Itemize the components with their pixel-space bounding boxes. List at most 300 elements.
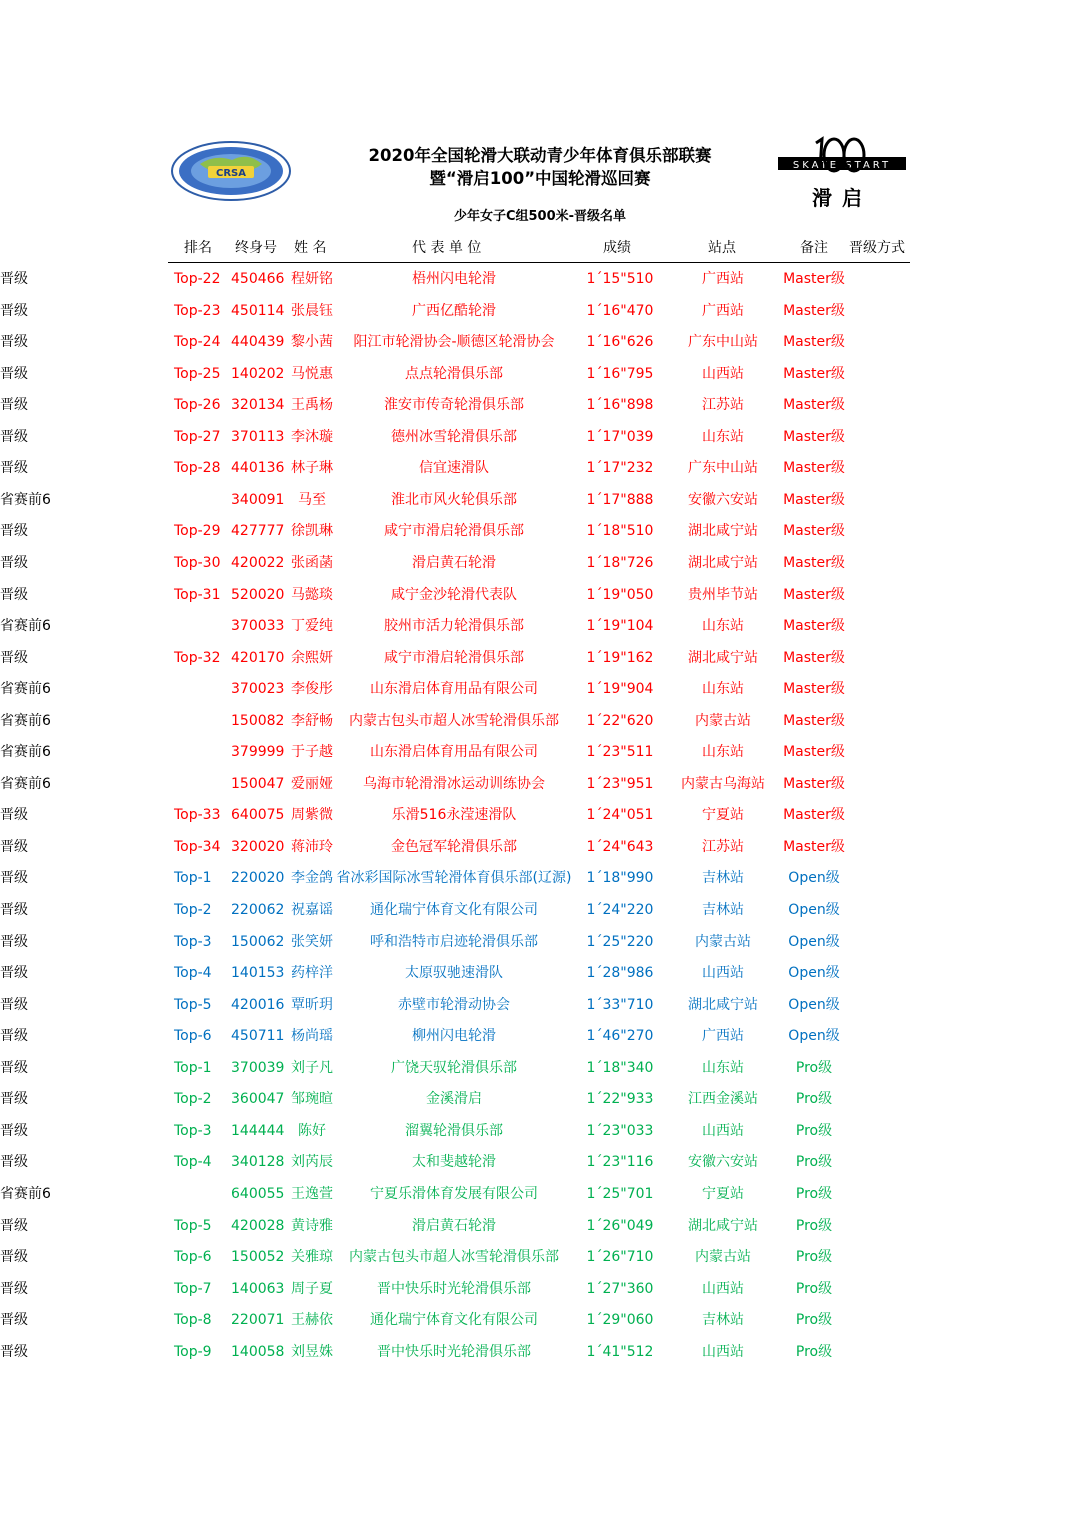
cell-level: Master级 bbox=[783, 428, 845, 445]
cell-advance: 晋级 bbox=[0, 334, 28, 351]
cell-name: 李沐璇 bbox=[291, 428, 333, 445]
cell-score: 1΄23"033 bbox=[586, 1122, 654, 1139]
cell-site: 山东站 bbox=[702, 1059, 744, 1076]
cell-team: 阳江市轮滑协会-顺德区轮滑协会 bbox=[353, 334, 555, 351]
cell-site: 山西站 bbox=[702, 965, 744, 982]
table-row bbox=[0, 1211, 1080, 1243]
cell-name: 李俊彤 bbox=[291, 681, 333, 698]
cell-team: 赤壁市轮滑动协会 bbox=[398, 996, 510, 1013]
cell-name: 程妍铭 bbox=[291, 271, 333, 287]
cell-id: 379999 bbox=[231, 744, 285, 761]
cell-id: 440439 bbox=[231, 334, 285, 351]
cell-level: Pro级 bbox=[795, 1122, 833, 1139]
cell-level: Pro级 bbox=[795, 1249, 833, 1266]
cell-id: 220071 bbox=[231, 1312, 285, 1329]
cell-id: 150052 bbox=[231, 1249, 285, 1266]
cell-team: 滑启黄石轮滑 bbox=[412, 1217, 496, 1234]
cell-level: Master级 bbox=[783, 744, 845, 761]
cell-site: 广东中山站 bbox=[688, 334, 758, 351]
cell-site: 江苏站 bbox=[702, 838, 744, 855]
cell-score: 1΄19"050 bbox=[586, 586, 654, 603]
cell-name: 李舒畅 bbox=[291, 712, 333, 729]
cell-id: 520020 bbox=[231, 586, 285, 603]
table-row bbox=[0, 958, 1080, 990]
cell-advance: 晋级 bbox=[0, 1217, 28, 1234]
cell-id: 140202 bbox=[231, 365, 285, 382]
cell-id: 150062 bbox=[231, 933, 285, 950]
cell-team: 呼和浩特市启迹轮滑俱乐部 bbox=[370, 933, 538, 950]
cell-site: 山西站 bbox=[702, 1122, 744, 1139]
table-row bbox=[0, 296, 1080, 328]
cell-site: 内蒙古乌海站 bbox=[681, 775, 765, 792]
header-name: 姓 名 bbox=[294, 240, 327, 256]
table-row bbox=[0, 359, 1080, 391]
header-advance: 晋级方式 bbox=[849, 240, 905, 256]
cell-level: Pro级 bbox=[795, 1091, 833, 1108]
cell-team: 梧州闪电轮滑 bbox=[412, 271, 496, 287]
cell-advance: 省赛前6 bbox=[0, 491, 51, 508]
cell-name: 刘子凡 bbox=[291, 1059, 333, 1076]
cell-site: 广西站 bbox=[702, 1028, 744, 1045]
cell-score: 1΄26"049 bbox=[586, 1217, 654, 1234]
skate-start-logo bbox=[776, 135, 908, 211]
cell-score: 1΄19"162 bbox=[586, 649, 654, 666]
cell-score: 1΄23"951 bbox=[586, 775, 654, 792]
cell-id: 140058 bbox=[231, 1343, 285, 1360]
cell-advance: 省赛前6 bbox=[0, 1185, 51, 1202]
cell-advance: 晋级 bbox=[0, 1280, 28, 1297]
cell-rank: Top-1 bbox=[174, 1059, 212, 1076]
cell-name: 覃昕玥 bbox=[291, 996, 333, 1013]
cell-team: 柳州闪电轮滑 bbox=[412, 1028, 496, 1045]
header-team: 代 表 单 位 bbox=[412, 240, 482, 256]
cell-rank: Top-4 bbox=[174, 1154, 212, 1171]
cell-id: 150082 bbox=[231, 712, 285, 729]
cell-level: Master级 bbox=[783, 618, 845, 635]
table-row bbox=[0, 1305, 1080, 1337]
cell-advance: 晋级 bbox=[0, 1028, 28, 1045]
cell-site: 宁夏站 bbox=[702, 807, 744, 824]
cell-site: 山西站 bbox=[702, 1280, 744, 1297]
cell-rank: Top-4 bbox=[174, 965, 212, 982]
cell-score: 1΄46"270 bbox=[586, 1028, 654, 1045]
cell-level: Master级 bbox=[783, 491, 845, 508]
table-row bbox=[0, 453, 1080, 485]
cell-level: Master级 bbox=[783, 554, 845, 571]
cell-rank: Top-5 bbox=[174, 996, 212, 1013]
cell-score: 1΄25"220 bbox=[586, 933, 654, 950]
cell-id: 150047 bbox=[231, 775, 285, 792]
cell-advance: 晋级 bbox=[0, 1091, 28, 1108]
cell-id: 420028 bbox=[231, 1217, 285, 1234]
cell-score: 1΄18"726 bbox=[586, 554, 654, 571]
table-row bbox=[0, 990, 1080, 1022]
cell-site: 安徽六安站 bbox=[688, 1154, 758, 1171]
cell-name: 爱丽娅 bbox=[291, 775, 333, 792]
cell-name: 药梓洋 bbox=[291, 965, 333, 982]
cell-site: 安徽六安站 bbox=[688, 491, 758, 508]
table-row bbox=[0, 674, 1080, 706]
svg-text:SKATE START: SKATE START bbox=[792, 160, 892, 171]
cell-site: 江西金溪站 bbox=[688, 1091, 758, 1108]
cell-rank: Top-30 bbox=[174, 554, 221, 571]
cell-advance: 晋级 bbox=[0, 271, 28, 287]
cell-rank: Top-6 bbox=[174, 1249, 212, 1266]
cell-level: Open级 bbox=[788, 965, 840, 982]
table-row bbox=[0, 895, 1080, 927]
cell-rank: Top-27 bbox=[174, 428, 221, 445]
cell-advance: 晋级 bbox=[0, 1312, 28, 1329]
cell-advance: 省赛前6 bbox=[0, 712, 51, 729]
table-row bbox=[0, 927, 1080, 959]
cell-site: 湖北咸宁站 bbox=[688, 996, 758, 1013]
table-row bbox=[0, 1084, 1080, 1116]
cell-site: 湖北咸宁站 bbox=[688, 554, 758, 571]
header-level: 备注 bbox=[800, 240, 828, 256]
table-row bbox=[0, 769, 1080, 801]
cell-level: Master级 bbox=[783, 775, 845, 792]
cell-score: 1΄24"051 bbox=[586, 807, 654, 824]
cell-name: 张笑妍 bbox=[291, 933, 333, 950]
table-row bbox=[0, 832, 1080, 864]
cell-id: 340091 bbox=[231, 491, 285, 508]
cell-advance: 晋级 bbox=[0, 807, 28, 824]
cell-level: Open级 bbox=[788, 996, 840, 1013]
cell-name: 马懿琰 bbox=[291, 586, 333, 603]
cell-level: Master级 bbox=[783, 649, 845, 666]
cell-site: 广西站 bbox=[702, 302, 744, 319]
header-score: 成绩 bbox=[603, 240, 631, 256]
cell-id: 220020 bbox=[231, 870, 285, 887]
cell-score: 1΄25"701 bbox=[586, 1185, 654, 1202]
cell-level: Master级 bbox=[783, 302, 845, 319]
cell-team: 滑启黄石轮滑 bbox=[412, 554, 496, 571]
cell-site: 湖北咸宁站 bbox=[688, 1217, 758, 1234]
cell-rank: Top-2 bbox=[174, 902, 212, 918]
cell-id: 420022 bbox=[231, 554, 285, 571]
table-row bbox=[0, 1147, 1080, 1179]
cell-site: 山西站 bbox=[702, 1343, 744, 1360]
cell-team: 山东滑启体育用品有限公司 bbox=[370, 681, 538, 698]
cell-score: 1΄41"512 bbox=[586, 1343, 654, 1360]
cell-level: Master级 bbox=[783, 523, 845, 540]
cell-id: 220062 bbox=[231, 902, 285, 918]
table-row bbox=[0, 485, 1080, 517]
cell-rank: Top-1 bbox=[174, 870, 212, 887]
cell-team: 广西亿酷轮滑 bbox=[412, 302, 496, 319]
cell-score: 1΄15"510 bbox=[586, 271, 654, 287]
table-row bbox=[0, 264, 1080, 296]
cell-name: 林子琳 bbox=[291, 460, 333, 477]
cell-level: Master级 bbox=[783, 838, 845, 855]
table-row bbox=[0, 1274, 1080, 1306]
cell-score: 1΄24"220 bbox=[586, 902, 654, 918]
cell-name: 周子夏 bbox=[291, 1280, 333, 1297]
cell-level: Pro级 bbox=[795, 1185, 833, 1202]
cell-advance: 晋级 bbox=[0, 1122, 28, 1139]
cell-id: 140153 bbox=[231, 965, 285, 982]
cell-advance: 晋级 bbox=[0, 649, 28, 666]
cell-level: Master级 bbox=[783, 807, 845, 824]
cell-id: 640075 bbox=[231, 807, 285, 824]
cell-level: Master级 bbox=[783, 460, 845, 477]
cell-name: 邹琬暄 bbox=[291, 1091, 333, 1108]
cell-rank: Top-25 bbox=[174, 365, 221, 382]
cell-advance: 晋级 bbox=[0, 870, 28, 887]
cell-level: Master级 bbox=[783, 681, 845, 698]
table-row bbox=[0, 1337, 1080, 1369]
cell-level: Master级 bbox=[783, 365, 845, 382]
cell-name: 马悦惠 bbox=[291, 365, 333, 382]
table-row bbox=[0, 422, 1080, 454]
cell-rank: Top-31 bbox=[174, 586, 221, 603]
cell-advance: 晋级 bbox=[0, 397, 28, 414]
cell-rank: Top-7 bbox=[174, 1280, 212, 1297]
cell-advance: 省赛前6 bbox=[0, 618, 51, 635]
cell-team: 德州冰雪轮滑俱乐部 bbox=[391, 428, 517, 445]
cell-level: Open级 bbox=[788, 1028, 840, 1045]
table-row bbox=[0, 580, 1080, 612]
cell-level: Master级 bbox=[783, 586, 845, 603]
cell-advance: 省赛前6 bbox=[0, 775, 51, 792]
table-row bbox=[0, 737, 1080, 769]
cell-site: 贵州毕节站 bbox=[688, 586, 758, 603]
list-subtitle: 少年女子C组500米-晋级名单 bbox=[453, 209, 627, 224]
cell-id: 440136 bbox=[231, 460, 285, 477]
cell-rank: Top-23 bbox=[174, 302, 221, 319]
cell-level: Pro级 bbox=[795, 1312, 833, 1329]
cell-team: 金溪滑启 bbox=[426, 1091, 482, 1108]
cell-level: Open级 bbox=[788, 870, 840, 887]
cell-rank: Top-28 bbox=[174, 460, 221, 477]
cell-id: 370113 bbox=[231, 428, 285, 445]
cell-site: 湖北咸宁站 bbox=[688, 649, 758, 666]
cell-id: 360047 bbox=[231, 1091, 285, 1108]
cell-team: 信宜速滑队 bbox=[419, 460, 489, 477]
cell-site: 内蒙古站 bbox=[695, 1249, 751, 1266]
cell-id: 427777 bbox=[231, 523, 285, 540]
cell-advance: 晋级 bbox=[0, 902, 28, 918]
cell-level: Master级 bbox=[783, 397, 845, 414]
cell-team: 晋中快乐时光轮滑俱乐部 bbox=[377, 1343, 531, 1360]
cell-name: 蒋沛玲 bbox=[291, 838, 333, 855]
cell-score: 1΄28"986 bbox=[586, 965, 654, 982]
cell-team: 宁夏乐滑体育发展有限公司 bbox=[370, 1185, 538, 1202]
cell-advance: 晋级 bbox=[0, 302, 28, 319]
cell-name: 余熙妍 bbox=[291, 649, 333, 666]
cell-rank: Top-22 bbox=[174, 271, 221, 287]
cell-level: Master级 bbox=[783, 712, 845, 729]
cell-advance: 晋级 bbox=[0, 523, 28, 540]
cell-team: 太原驭驰速滑队 bbox=[405, 965, 503, 982]
cell-site: 山东站 bbox=[702, 744, 744, 761]
cell-id: 420016 bbox=[231, 996, 285, 1013]
table-row bbox=[0, 1179, 1080, 1211]
cell-id: 640055 bbox=[231, 1185, 285, 1202]
table-row bbox=[0, 548, 1080, 580]
cell-score: 1΄19"904 bbox=[586, 681, 654, 698]
cell-level: Open级 bbox=[788, 902, 840, 918]
cell-rank: Top-9 bbox=[174, 1343, 212, 1360]
cell-name: 关雅琼 bbox=[291, 1249, 333, 1266]
svg-text:CRSA: CRSA bbox=[216, 168, 246, 179]
cell-team: 淮安市传奇轮滑俱乐部 bbox=[384, 397, 524, 414]
cell-score: 1΄27"360 bbox=[586, 1280, 654, 1297]
cell-rank: Top-32 bbox=[174, 649, 221, 666]
table-row bbox=[0, 1116, 1080, 1148]
table-row bbox=[0, 1053, 1080, 1085]
cell-advance: 晋级 bbox=[0, 460, 28, 477]
cell-site: 内蒙古站 bbox=[695, 933, 751, 950]
cell-advance: 晋级 bbox=[0, 365, 28, 382]
cell-advance: 省赛前6 bbox=[0, 681, 51, 698]
cell-score: 1΄18"340 bbox=[586, 1059, 654, 1076]
cell-team: 淮北市风火轮俱乐部 bbox=[391, 491, 517, 508]
cell-site: 吉林站 bbox=[702, 1312, 744, 1329]
cell-score: 1΄23"116 bbox=[586, 1154, 654, 1171]
cell-level: Open级 bbox=[788, 933, 840, 950]
header-rank: 排名 bbox=[184, 240, 212, 256]
cell-team: 内蒙古包头市超人冰雪轮滑俱乐部 bbox=[349, 712, 559, 729]
table-row bbox=[0, 800, 1080, 832]
table-row bbox=[0, 1021, 1080, 1053]
cell-level: Pro级 bbox=[795, 1343, 833, 1360]
cell-score: 1΄16"470 bbox=[586, 302, 654, 319]
cell-site: 吉林站 bbox=[702, 870, 744, 887]
table-row bbox=[0, 1242, 1080, 1274]
cell-id: 320020 bbox=[231, 838, 285, 855]
table-row bbox=[0, 390, 1080, 422]
cell-site: 山西站 bbox=[702, 365, 744, 382]
cell-team: 通化瑞宁体育文化有限公司 bbox=[370, 1312, 538, 1329]
cell-name: 张函菡 bbox=[291, 554, 333, 571]
cell-rank: Top-33 bbox=[174, 807, 221, 824]
cell-score: 1΄33"710 bbox=[586, 996, 654, 1013]
cell-level: Master级 bbox=[783, 334, 845, 351]
cell-name: 陈好 bbox=[298, 1122, 326, 1139]
cell-site: 山东站 bbox=[702, 681, 744, 698]
cell-id: 340128 bbox=[231, 1154, 285, 1171]
cell-score: 1΄23"511 bbox=[586, 744, 654, 761]
cell-team: 咸宁市滑启轮滑俱乐部 bbox=[384, 523, 524, 540]
table-row bbox=[0, 706, 1080, 738]
cell-name: 祝嘉谣 bbox=[291, 902, 333, 918]
cell-rank: Top-3 bbox=[174, 1122, 212, 1139]
cell-level: Pro级 bbox=[795, 1154, 833, 1171]
cell-rank: Top-26 bbox=[174, 397, 221, 414]
cell-score: 1΄17"888 bbox=[586, 491, 654, 508]
table-row bbox=[0, 327, 1080, 359]
cell-site: 吉林站 bbox=[702, 902, 744, 918]
cell-team: 山东滑启体育用品有限公司 bbox=[370, 744, 538, 761]
cell-team: 乌海市轮滑滑冰运动训练协会 bbox=[363, 775, 545, 792]
cell-score: 1΄26"710 bbox=[586, 1249, 654, 1266]
cell-team: 乐滑516永滢速滑队 bbox=[391, 807, 517, 824]
cell-team: 晋中快乐时光轮滑俱乐部 bbox=[377, 1280, 531, 1297]
cell-advance: 晋级 bbox=[0, 1343, 28, 1360]
cell-site: 内蒙古站 bbox=[695, 712, 751, 729]
cell-score: 1΄16"795 bbox=[586, 365, 654, 382]
cell-id: 370039 bbox=[231, 1059, 285, 1076]
cell-level: Pro级 bbox=[795, 1217, 833, 1234]
cell-team: 广饶天驭轮滑俱乐部 bbox=[391, 1059, 517, 1076]
cell-team: 咸宁金沙轮滑代表队 bbox=[391, 586, 517, 603]
cell-site: 广东中山站 bbox=[688, 460, 758, 477]
cell-score: 1΄16"898 bbox=[586, 397, 654, 414]
crsa-logo bbox=[170, 140, 292, 202]
cell-id: 144444 bbox=[231, 1122, 285, 1139]
cell-score: 1΄18"990 bbox=[586, 870, 654, 887]
cell-rank: Top-29 bbox=[174, 523, 221, 540]
cell-rank: Top-8 bbox=[174, 1312, 212, 1329]
cell-team: 点点轮滑俱乐部 bbox=[405, 365, 503, 382]
cell-level: Master级 bbox=[783, 271, 845, 287]
cell-id: 320134 bbox=[231, 397, 285, 414]
cell-id: 420170 bbox=[231, 649, 285, 666]
cell-rank: Top-24 bbox=[174, 334, 221, 351]
table-row bbox=[0, 863, 1080, 895]
table-row bbox=[0, 516, 1080, 548]
cell-name: 王赫依 bbox=[291, 1312, 333, 1329]
cell-advance: 省赛前6 bbox=[0, 744, 51, 761]
cell-advance: 晋级 bbox=[0, 586, 28, 603]
cell-team: 金色冠军轮滑俱乐部 bbox=[391, 838, 517, 855]
table-row bbox=[0, 611, 1080, 643]
cell-rank: Top-5 bbox=[174, 1217, 212, 1234]
cell-advance: 晋级 bbox=[0, 1059, 28, 1076]
cell-site: 山东站 bbox=[702, 618, 744, 635]
cell-id: 140063 bbox=[231, 1280, 285, 1297]
cell-level: Pro级 bbox=[795, 1059, 833, 1076]
cell-name: 张晨钰 bbox=[291, 302, 333, 319]
page-title-line2: 暨“滑启100”中国轮滑巡回赛 bbox=[429, 169, 651, 188]
header-divider bbox=[168, 262, 910, 263]
cell-name: 王禹杨 bbox=[291, 397, 333, 414]
cell-name: 黎小茜 bbox=[291, 334, 333, 351]
cell-team: 太和斐越轮滑 bbox=[412, 1154, 496, 1171]
cell-rank: Top-3 bbox=[174, 933, 212, 950]
cell-advance: 晋级 bbox=[0, 1249, 28, 1266]
cell-site: 江苏站 bbox=[702, 397, 744, 414]
cell-team: 通化瑞宁体育文化有限公司 bbox=[370, 902, 538, 918]
cell-name: 马至 bbox=[298, 491, 326, 508]
cell-advance: 晋级 bbox=[0, 838, 28, 855]
cell-score: 1΄19"104 bbox=[586, 618, 654, 635]
cell-name: 李金鸽 bbox=[291, 870, 333, 887]
cell-score: 1΄29"060 bbox=[586, 1312, 654, 1329]
cell-name: 杨尚瑶 bbox=[291, 1028, 333, 1045]
cell-advance: 晋级 bbox=[0, 1154, 28, 1171]
cell-id: 370033 bbox=[231, 618, 285, 635]
cell-name: 徐凯琳 bbox=[291, 523, 333, 540]
cell-site: 湖北咸宁站 bbox=[688, 523, 758, 540]
cell-site: 宁夏站 bbox=[702, 1185, 744, 1202]
cell-team: 咸宁市滑启轮滑俱乐部 bbox=[384, 649, 524, 666]
header-id: 终身号 bbox=[235, 240, 277, 256]
cell-rank: Top-2 bbox=[174, 1091, 212, 1108]
cell-rank: Top-34 bbox=[174, 838, 221, 855]
cell-rank: Top-6 bbox=[174, 1028, 212, 1045]
cell-name: 刘芮辰 bbox=[291, 1154, 333, 1171]
cell-name: 周紫微 bbox=[291, 807, 333, 824]
cell-name: 刘昱姝 bbox=[291, 1343, 333, 1360]
svg-text:滑启: 滑启 bbox=[812, 186, 872, 210]
cell-name: 于子越 bbox=[291, 744, 333, 761]
cell-name: 黄诗雅 bbox=[291, 1217, 333, 1234]
cell-name: 丁爱纯 bbox=[291, 618, 333, 635]
cell-team: 溜翼轮滑俱乐部 bbox=[405, 1122, 503, 1139]
page-title: 2020年全国轮滑大联动青少年体育俱乐部联赛 bbox=[368, 146, 712, 165]
